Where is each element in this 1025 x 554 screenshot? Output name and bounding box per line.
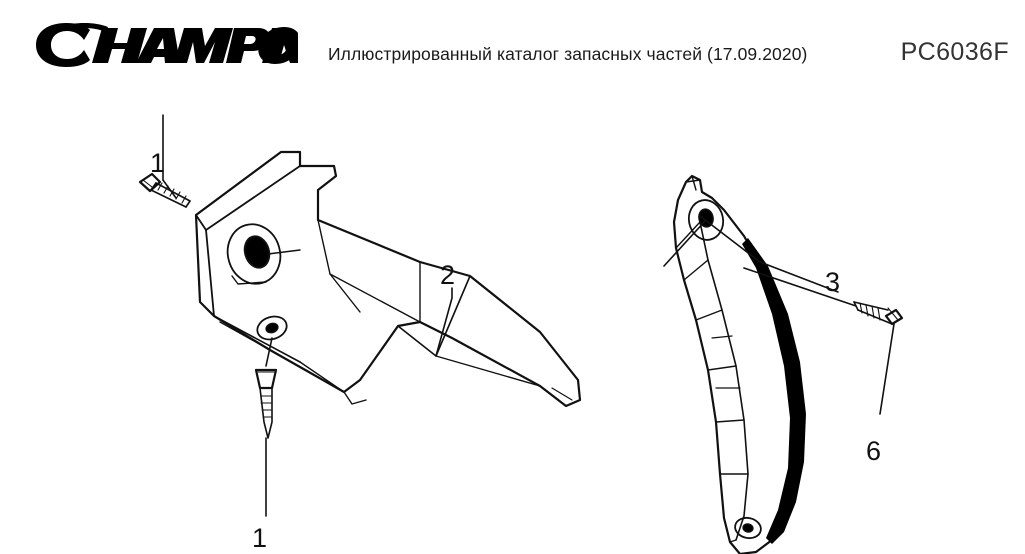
champion-logo bbox=[28, 22, 298, 68]
callout-6: 6 bbox=[866, 436, 882, 466]
parts-diagram bbox=[0, 70, 1025, 554]
callout-1-top: 1 bbox=[150, 148, 166, 178]
registered-trademark-icon: ® bbox=[276, 34, 286, 49]
callout-2: 2 bbox=[440, 260, 456, 290]
catalog-title: Иллюстрированный каталог запасных частей (17.09.2020) bbox=[328, 44, 808, 64]
callout-3: 3 bbox=[825, 267, 841, 297]
model-code: PC6036F bbox=[900, 38, 1009, 66]
callout-1-bottom: 1 bbox=[252, 523, 268, 553]
